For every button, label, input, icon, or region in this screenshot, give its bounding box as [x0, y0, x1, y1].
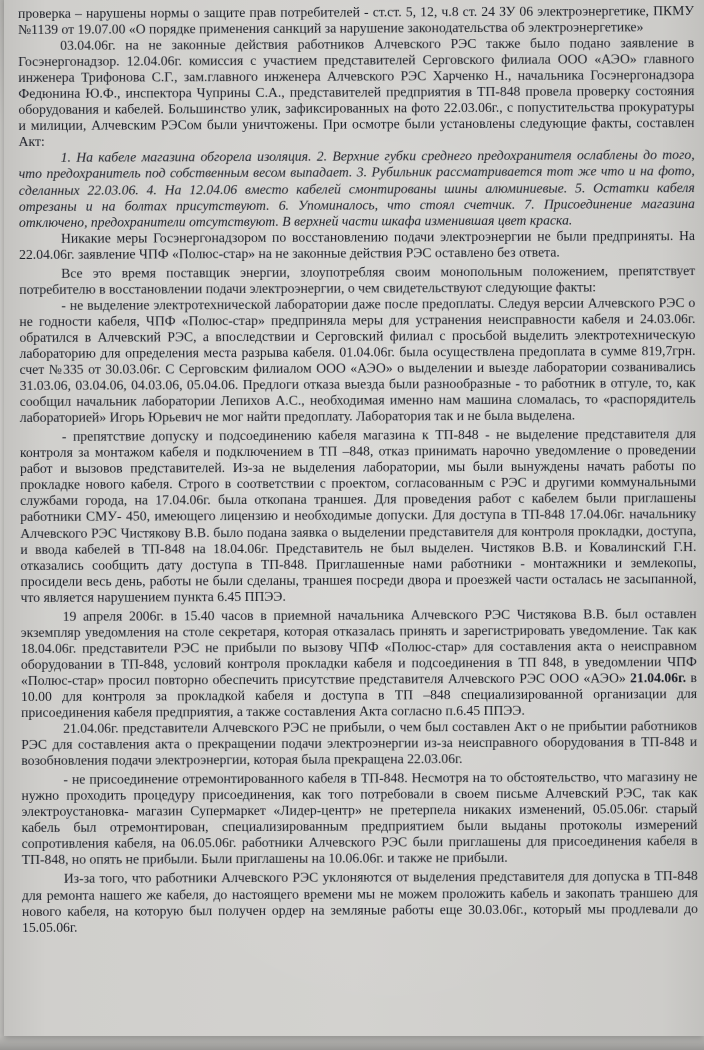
- paragraph-access-obstruction: - препятствие допуску и подсоединению кабеля магазина к ТП-848 - не выделение представителя для контроля за монтажом кабеля и подключением в ТП –848, отказ принимать нарочно уведомление о проведении работ и вызовов представителей. Из-за не выделения лаборатории, мы были вынуждены начать работы по прокладке нового кабеля. Строго в соответствии с проектом, согласованным с РЭС и другими коммунальными службами города, на 17.04.06г. была откопана траншея. Для проведения работ с кабелем были приглашены работники СМУ- 450, имеющего лицензию и необходимые допуски. Для доступа в ТП-848 17.04.06г. начальнику Алчевского РЭС Чистякову В.В. было подана заявка о выделении представителя для контроля прокладки, доступа, и ввода кабелей в ТП-848 на 18.04.06г. Представитель не был выделен. Чистяков В.В. и Ковалинский Г.Н. отказались сообщить дату доступа в ТП-848. Приглашенные нами работники - монтажники и землекопы, просидели весь день, работы не были сделаны, траншея посреди двора и проезжей части осталась не засыпанной, что является нарушением пункта 6.45 ППЭЭ.: [19, 426, 697, 605]
- paragraph-no-measures: Никакие меры Госэнергонадзором по восстановлению подачи электроэнергии не были предприняты. На 22.04.06г. заявление ЧПФ «Полюс-стар» на не законные действия РЭС оставлено без ответа.: [19, 227, 696, 262]
- notice-text-start: 19 апреля 2006г. в 15.40 часов в приемной начальника Алчевского РЭС Чистякова В.В. был оставлен экземпляр уведомления на столе секретаря, которая отказалась принять и зарегистрировать уведомление. Так как 18.04.06г. представители РЭС не прибыли по вызову ЧПФ «Полюс-стар» для составления акта о неисправном оборудовании в ТП-848, условий контроля прокладки кабеля и подсоединения в ТП 848, в уведомлении ЧПФ «Полюс-стар» просил повторно обеспечить присутствие представителя Алчевского РЭС ООО «АЭО»: [20, 605, 697, 688]
- paragraph-april-21-absence: 21.04.06г. представители Алчевского РЭС не прибыли, о чем был составлен Акт о не прибытии работников РЭС для составления акта о прекращении подачи электроэнергии из-за неисправного оборудования в ТП-848 и возобновления подачи электроэнергии, которая была прекращена 22.03.06г.: [21, 718, 698, 769]
- paragraph-april-19-notice: [21, 606, 697, 721]
- bottom-shadow: [0, 1036, 704, 1050]
- paragraph-commission-inspection: 03.04.06г. на не законные действия работников Алчевского РЭС также было подано заявление в Госэнергонадзор. 12.04.06г. комиссия с участием представителей Серговского филиала ООО «АЭО» главного инженера Трифонова С.Г., зам.главного инженера Алчевского РЭС Харченко Н., начальника Госэнергонадзора Федюнина Ю.Ф., инспектора Чуприны С.А., представителей предприятия в ТП-848 провела проверку состояния оборудования и кабелей. Большинство улик, зафиксированных на фото 22.03.06г., с попустительства прокуратуры и милиции, Алчевским РЭСом были уничтожены. При осмотре были установлены следующие факты, составлен Акт:: [18, 35, 695, 150]
- document-text: [18, 3, 698, 936]
- notice-text-end: в 10.00 для контроля за прокладкой кабеля и доступа в ТП –848 специализированной организации для присоединения кабеля предприятия, а также составления Акта согласно п.6.45 ППЭЭ.: [20, 669, 698, 721]
- paragraph-inspection-facts: 1. На кабеле магазина обгорела изоляция. 2. Верхние губки среднего предохранителя ослаблены до того, что предохранитель под собственным весом выпадает. 3. Рубильник рассматривается тот же что и на фото, сделанных 22.03.06. 4. На 12.04.06 вместо кабелей смонтированы шины алюминиевые. 5. Остатки кабеля отрезаны и на болтах присутствуют. 6. Упоминалось, что стоял счетчик. 7. Присоединение магазина отключено, предохранители отсутствуют. В верхней части шкафа изменившая цвет краска.: [18, 147, 695, 230]
- paragraph-cable-connection: - не присоединение отремонтированного кабеля в ТП-848. Несмотря на то обстоятельство, что магазину не нужно проходить процедуру присоединения, как того потребовали в своем письме Алчевский РЭС, так как электроустановка- магазин Супермаркет «Лидер-центр» не претерпела никаких изменений, 05.05.06г. старый кабель был отремонтирован, специализированным предприятием были выданы протоколы измерений сопротивления кабеля, на 06.05.06г. работники Алчевского РЭС были приглашены для присоединения кабеля в ТП-848, но опять не прибыли. Были приглашены на 10.06.06г. и также не прибыли.: [21, 769, 698, 868]
- paragraph-law-violations: проверка – нарушены нормы о защите прав потребителей - ст.ст. 5, 12, ч.8 ст. 24 ЗУ 06 электроэнергетике, ПКМУ №1139 от 19.07.00 «О порядке применения санкций за нарушение законодательства об электроэнергетике»: [18, 3, 695, 38]
- highlighted-date: 21.04.06г.: [630, 670, 687, 686]
- paragraph-laboratory-refusal: - не выделение электротехнической лаборатории даже после предоплаты. Следуя версии Алчевского РЭС о не годности кабеля, ЧПФ «Полюс-стар» предприняла меры для устранения неисправности кабеля и 24.03.06г. обратился в Алчевский РЭС, а впоследствии и Серговский филиал с просьбой выделить электротехническую лабораторию для определения места разрыва кабеля. 01.04.06г. была осуществлена предоплата в сумме 819,7грн. счет №335 от 30.03.06г. С Серговским филиалом ООО «АЭО» о выделении и выезде лаборатории созванивались 31.03.06, 03.04.06, 04.03.06, 05.04.06. Предлоги отказа выезда были разнообразные - то работник в отгуле, то, как сообщил начальник лаборатории Лепихов А.С., необходимая именно нам машина сломалась, то «распорядитель лабораторией» Игорь Юрьевич не мог найти предоплату. Лаборатория так и не была выделена.: [19, 294, 696, 426]
- paper-sheet: [4, 0, 704, 1036]
- paragraph-trench-order: Из-за того, что работники Алчевского РЭС уклоняются от выделения представителя для допуска в ТП-848 для ремонта нашего же кабеля, до настоящего времени мы не можем проложить кабель и закопать траншею для нового кабеля, на которую был получен ордер на земляные работы еще 30.03.06г., который мы продлевали до 15.05.06г.: [21, 868, 698, 935]
- paragraph-monopoly-abuse: Все это время поставщик энергии, злоупотребляя своим монопольным положением, препятствует потребителю в восстановлении подачи электроэнергии, о чем свидетельствуют следующие факты:: [19, 262, 696, 297]
